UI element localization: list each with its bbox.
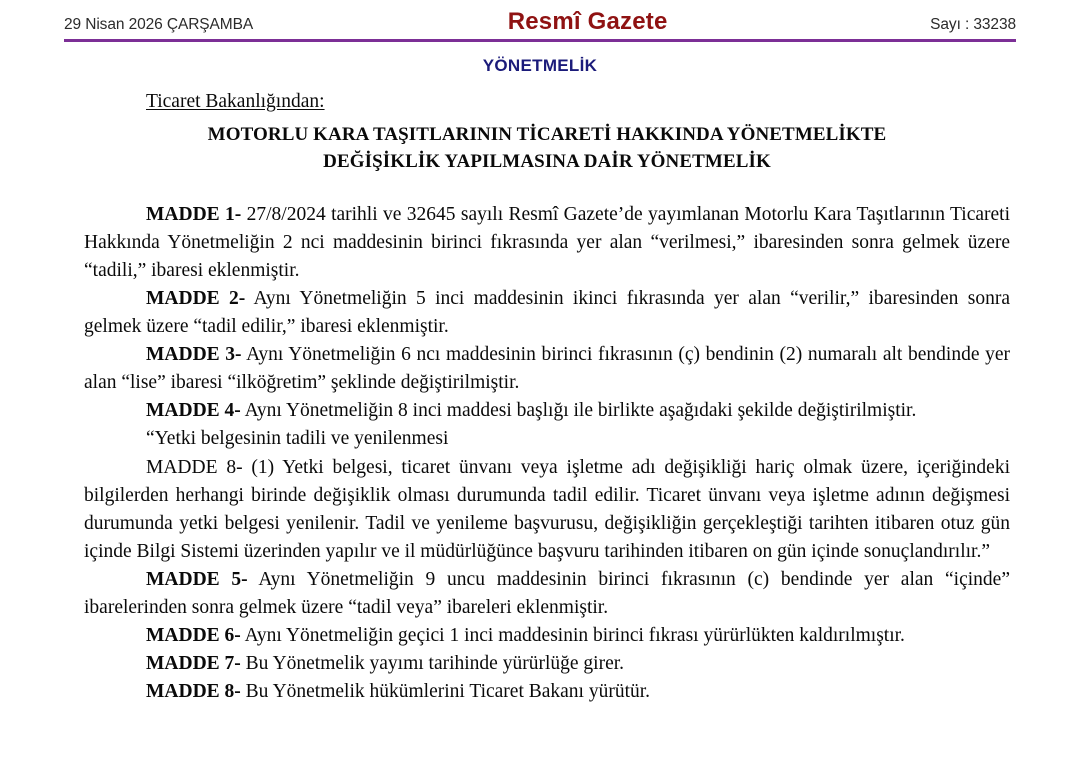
document-title-line-2: DEĞİŞİKLİK YAPILMASINA DAİR YÖNETMELİK	[323, 150, 771, 172]
article-label: MADDE 6-	[146, 624, 241, 646]
document-title-line-1: MOTORLU KARA TAŞITLARININ TİCARETİ HAKKINDA YÖNETMELİKTE	[207, 124, 887, 146]
article-madde-6	[84, 622, 1010, 650]
article-text: Bu Yönetmelik hükümlerini Ticaret Bakanı yürütür.	[240, 681, 651, 703]
issuing-authority	[84, 90, 1010, 114]
masthead-row	[64, 8, 1016, 36]
article-label: MADDE 5-	[146, 568, 248, 590]
article-madde-7	[84, 650, 1010, 678]
article-label: MADDE 1-	[146, 203, 242, 225]
article-label: MADDE 7-	[146, 653, 241, 675]
article-text: Bu Yönetmelik yayımı tarihinde yürürlüğe girer.	[240, 653, 625, 675]
article-text: Aynı Yönetmeliğin geçici 1 inci maddesinin birinci fıkrası yürürlükten kaldırılmıştır.	[240, 624, 905, 646]
article-label: MADDE 8-	[146, 681, 241, 703]
article-madde-5	[84, 566, 1010, 622]
quoted-article-text: MADDE 8- (1) Yetki belgesi, ticaret ünvanı veya işletme adı değişikliği hariç olmak üzere, içeriğindeki bilgilerden herhangi birinde değişiklik olması durumunda tadil edilir. Ticaret ünvanı veya işletme adının değişmesi durumunda yetki belgesi yenilenir. Tadil ve yenileme başvurusu, değişikliğin gerçekleştiği tarihten itibaren otuz gün içinde Bilgi Sistemi üzerinden yapılır ve il müdürlüğünce başvuru tarihinden itibaren on gün içinde sonuçlandırılır.”	[84, 456, 1010, 562]
article-text: Aynı Yönetmeliğin 8 inci maddesi başlığı ile birlikte aşağıdaki şekilde değiştirilmiştir.	[240, 400, 917, 422]
article-text: Aynı Yönetmeliğin 5 inci maddesinin ikinci fıkrasında yer alan “verilir,” ibaresinden sonra gelmek üzere “tadil edilir,” ibaresi eklenmiştir.	[84, 288, 1010, 338]
article-text: 27/8/2024 tarihli ve 32645 sayılı Resmî Gazete’de yayımlanan Motorlu Kara Taşıtlarının Ticareti Hakkında Yönetmeliğin 2 nci maddesinin birinci fıkrasında yer alan “verilmesi,” ibaresinden sonra gelmek üzere “tadili,” ibaresi eklenmiştir.	[84, 203, 1010, 281]
quoted-subheading	[84, 425, 1010, 453]
issue-number: Sayı : 33238	[930, 16, 1016, 33]
masthead	[64, 8, 1016, 38]
document-body	[84, 90, 1010, 706]
publication-date: 29 Nisan 2026 ÇARŞAMBA	[64, 16, 254, 33]
gazette-title: Resmî Gazete	[507, 8, 668, 35]
article-madde-8-final	[84, 678, 1010, 706]
article-label: MADDE 3-	[146, 344, 242, 366]
quoted-subheading-text: “Yetki belgesinin tadili ve yenilenmesi	[146, 428, 449, 450]
article-madde-2	[84, 285, 1010, 341]
article-label: MADDE 4-	[146, 400, 241, 422]
article-text: Aynı Yönetmeliğin 9 uncu maddesinin birinci fıkrasının (c) bendinde yer alan “içinde” ibarelerinden sonra gelmek üzere “tadil veya” ibareleri eklenmiştir.	[84, 568, 1010, 618]
article-madde-3	[84, 341, 1010, 397]
article-text: Aynı Yönetmeliğin 6 ncı maddesinin birinci fıkrasının (ç) bendinin (2) numaralı alt bendinde yer alan “lise” ibaresi “ilköğretim” şeklinde değiştirilmiştir.	[84, 344, 1011, 394]
article-madde-1	[84, 201, 1010, 285]
article-madde-4	[84, 397, 1010, 425]
document-title	[84, 122, 1010, 174]
quoted-article-madde-8	[84, 454, 1010, 566]
articles-list	[84, 201, 1010, 706]
article-label: MADDE 2-	[146, 288, 246, 310]
section-heading: YÖNETMELİK	[482, 56, 598, 75]
issuing-authority-label: Ticaret Bakanlığından:	[146, 91, 325, 112]
masthead-divider	[64, 39, 1016, 42]
